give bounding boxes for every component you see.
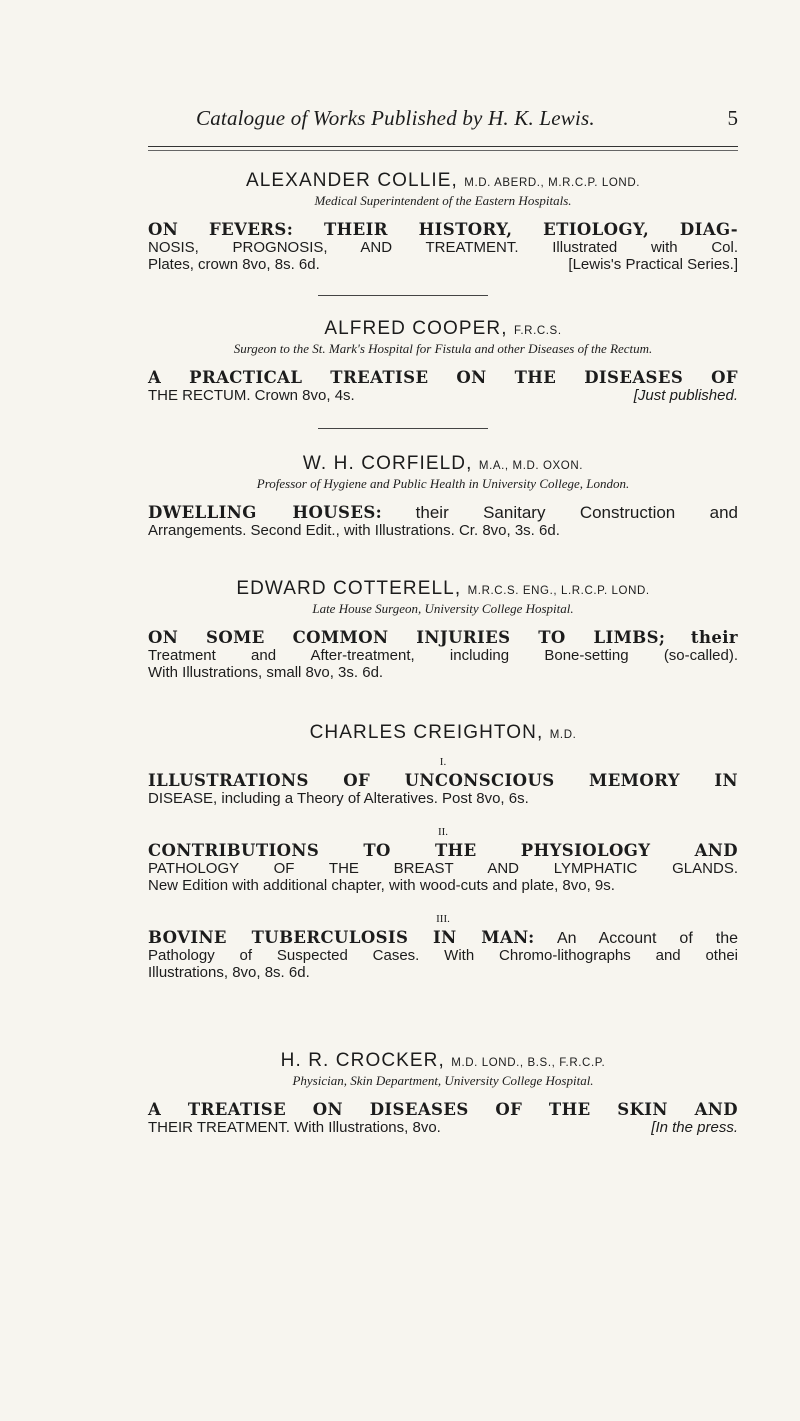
book-numeral: II. — [437, 826, 449, 838]
author-name — [148, 453, 738, 475]
book-line: THE RECTUM. Crown 8vo, 4s. — [148, 387, 355, 404]
book-listing — [148, 221, 738, 273]
book-listing — [148, 911, 738, 981]
running-header — [196, 106, 738, 136]
book-line: NOSIS, PROGNOSIS, AND TREATMENT. Illustrated with Col. — [148, 239, 738, 256]
entry-creighton — [148, 722, 738, 981]
section-divider — [318, 295, 488, 296]
book-listing — [148, 504, 738, 539]
author-degrees: F.R.C.S. — [514, 325, 562, 337]
book-title-lead: A PRACTICAL TREATISE ON THE DISEASES OF — [148, 368, 738, 387]
author-position: Professor of Hygiene and Public Health in University College, London. — [256, 476, 630, 491]
book-title-lead: BOVINE TUBERCULOSIS IN MAN: — [148, 928, 535, 947]
book-line: Arrangements. Second Edit., with Illustrations. Cr. 8vo, 3s. 6d. — [148, 522, 560, 539]
header-rule-thin — [148, 150, 738, 151]
book-line: THEIR TREATMENT. With Illustrations, 8vo. — [148, 1119, 441, 1136]
author-degrees: M.D. ABERD., M.R.C.P. LOND. — [464, 177, 641, 189]
book-title-rest: their — [690, 628, 738, 647]
author-degrees: M.R.C.S. ENG., L.R.C.P. LOND. — [467, 585, 650, 597]
entry-corfield — [148, 453, 738, 539]
publication-note: [Just published. — [633, 387, 738, 404]
entry-crocker — [148, 1050, 738, 1136]
book-line: With Illustrations, small 8vo, 3s. 6d. — [148, 664, 384, 681]
entry-cotterell — [148, 578, 738, 681]
book-line: Pathology of Suspected Cases. With Chromo-lithographs and othei — [148, 947, 738, 964]
author-position: Medical Superintendent of the Eastern Hospitals. — [314, 193, 572, 208]
book-line: Illustrations, 8vo, 8s. 6d. — [148, 964, 310, 981]
author-position: Late House Surgeon, University College Hospital. — [312, 601, 574, 616]
book-listing — [148, 824, 738, 894]
author-name — [148, 1050, 738, 1072]
book-title-rest: An Account of the — [556, 930, 738, 947]
publication-note: [In the press. — [651, 1119, 738, 1136]
book-title-lead: ILLUSTRATIONS OF UNCONSCIOUS MEMORY IN — [148, 771, 738, 790]
book-line: PATHOLOGY OF THE BREAST AND LYMPHATIC GLANDS. — [148, 860, 738, 877]
book-title-lead: DWELLING HOUSES: — [148, 503, 383, 522]
book-title-lead: ON SOME COMMON INJURIES TO LIMBS; — [148, 628, 666, 647]
author-name-text: EDWARD COTTERELL, — [236, 578, 462, 599]
author-name-text: H. R. CROCKER, — [280, 1050, 445, 1071]
book-title-lead: ON FEVERS: THEIR HISTORY, ETIOLOGY, DIAG- — [148, 220, 738, 239]
book-numeral: III. — [436, 913, 450, 925]
book-line: Plates, crown 8vo, 8s. 6d. — [148, 256, 320, 273]
author-degrees: M.D. LOND., B.S., F.R.C.P. — [451, 1057, 606, 1069]
book-numeral: I. — [439, 756, 447, 768]
book-line: New Edition with additional chapter, with wood-cuts and plate, 8vo, 9s. — [148, 877, 615, 894]
author-name-text: ALFRED COOPER, — [324, 318, 508, 339]
book-title-rest: their Sanitary Construction and — [415, 503, 738, 522]
book-title-lead: CONTRIBUTIONS TO THE PHYSIOLOGY AND — [148, 841, 738, 860]
header-title: Catalogue of Works Published by H. K. Lewis. — [196, 106, 595, 130]
author-name-text: W. H. CORFIELD, — [302, 453, 473, 474]
author-position: Surgeon to the St. Mark's Hospital for Fistula and other Diseases of the Rectum. — [233, 341, 653, 356]
book-line: DISEASE, including a Theory of Alteratives. Post 8vo, 6s. — [148, 790, 529, 807]
entry-collie — [148, 170, 738, 273]
author-degrees: M.D. — [549, 729, 577, 741]
author-degrees: M.A., M.D. OXON. — [478, 460, 584, 472]
page-number: 5 — [727, 106, 738, 130]
book-listing — [148, 754, 738, 807]
book-listing — [148, 629, 738, 681]
author-name-text: ALEXANDER COLLIE, — [245, 170, 458, 191]
author-name — [148, 318, 738, 340]
author-name — [148, 170, 738, 192]
author-position: Physician, Skin Department, University College Hospital. — [292, 1073, 594, 1088]
book-listing — [148, 1101, 738, 1136]
book-title-lead: A TREATISE ON DISEASES OF THE SKIN AND — [148, 1100, 738, 1119]
header-rule — [148, 146, 738, 147]
book-listing — [148, 369, 738, 404]
section-divider — [318, 428, 488, 429]
book-line: Treatment and After-treatment, including Bone-setting (so-called). — [148, 647, 738, 664]
entry-cooper — [148, 318, 738, 404]
author-name — [148, 578, 738, 600]
series-note: [Lewis's Practical Series.] — [568, 256, 738, 273]
author-name-text: CHARLES CREIGHTON, — [309, 722, 544, 743]
author-name — [148, 722, 738, 744]
